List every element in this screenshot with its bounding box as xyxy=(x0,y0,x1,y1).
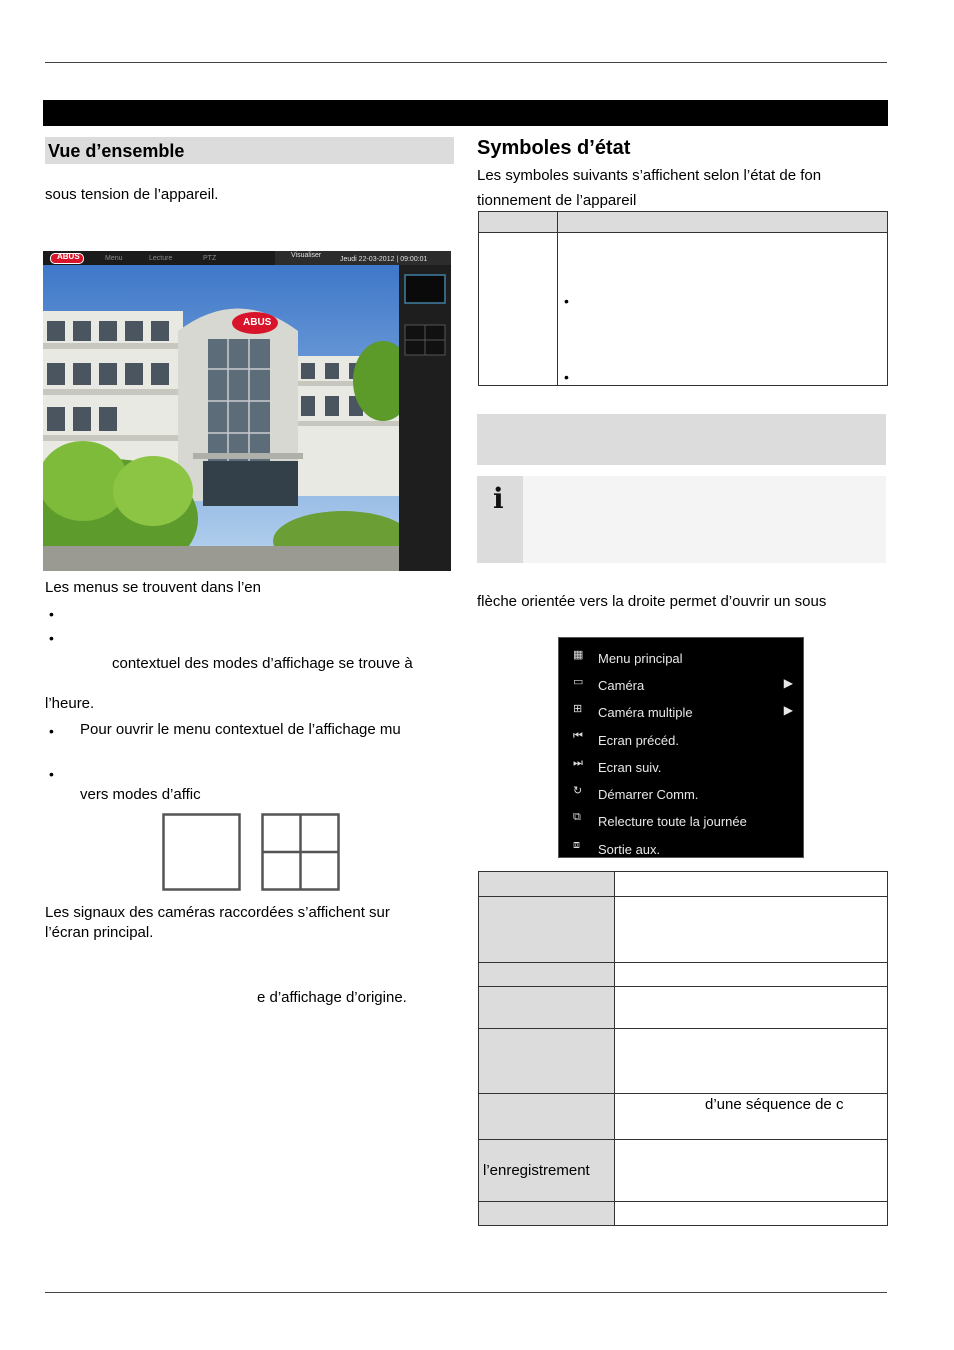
table-cell xyxy=(615,987,888,1029)
table-cell xyxy=(479,1029,615,1094)
modes-text: vers modes d’affic xyxy=(80,786,201,803)
section-title: Vue d’ensemble xyxy=(48,141,185,161)
live-menu-item-ptz[interactable]: PTZ xyxy=(203,255,217,262)
signals-line-1: Les signaux des caméras raccordées s’affichent sur xyxy=(45,904,390,921)
table-cell xyxy=(479,963,615,987)
live-abus-building-sign: ABUS xyxy=(243,317,272,328)
single-view-icon[interactable] xyxy=(164,815,240,890)
table-bullet-1: • xyxy=(564,293,569,309)
table-header-cell xyxy=(479,212,558,233)
live-mode-label: Visualiser xyxy=(291,252,322,259)
table-cell xyxy=(479,1094,615,1140)
chapter-header-bar xyxy=(43,100,888,126)
context-menu-label: Menu principal xyxy=(598,651,683,666)
section-heading-overview xyxy=(45,137,454,164)
menu-functions-table xyxy=(478,871,888,1226)
context-menu-label: Ecran suiv. xyxy=(598,760,662,775)
table-row xyxy=(479,1094,888,1140)
table-cell xyxy=(479,897,615,963)
context-menu xyxy=(558,637,804,858)
table-cell xyxy=(615,963,888,987)
table-row xyxy=(479,963,888,987)
time-text: l’heure. xyxy=(45,695,95,712)
info-note xyxy=(477,476,886,563)
table-cell xyxy=(479,233,558,386)
table-cell xyxy=(615,1029,888,1094)
table-row xyxy=(479,1140,888,1202)
live-view-image xyxy=(43,251,451,571)
context-menu-item-aux-output[interactable] xyxy=(559,833,803,860)
playback-icon: ⧉ xyxy=(573,811,581,823)
menus-text: Les menus se trouvent dans l’en xyxy=(45,579,261,596)
info-icon: i xyxy=(493,482,504,515)
contextual-text: contextuel des modes d’affichage se trouve à xyxy=(112,655,413,672)
signals-line-2: l’écran principal. xyxy=(45,924,154,941)
cycle-icon: ↻ xyxy=(573,785,583,797)
aux-output-icon: ⧈ xyxy=(573,839,580,851)
table-cell xyxy=(615,1202,888,1226)
top-rule xyxy=(45,62,887,63)
table-row xyxy=(479,897,888,963)
table-row xyxy=(479,987,888,1029)
symbols-line-1: Les symboles suivants s’affichent selon l’état de fon xyxy=(477,167,822,184)
table-row xyxy=(479,212,888,233)
context-menu-label: Sortie aux. xyxy=(598,842,661,857)
status-symbols-table xyxy=(478,211,888,386)
table-row xyxy=(479,233,888,386)
live-view-screenshot xyxy=(43,251,451,571)
table-row xyxy=(479,872,888,897)
next-icon: ⏭ xyxy=(573,757,583,769)
table-cell xyxy=(615,872,888,897)
abus-logo-text: ABUS xyxy=(57,252,80,261)
table-cell xyxy=(479,1202,615,1226)
table-header-cell xyxy=(558,212,888,233)
context-menu-item-start-switching[interactable] xyxy=(559,778,803,805)
context-menu-label: Relecture toute la journée xyxy=(598,814,747,829)
arrow-text: flèche orientée vers la droite permet d’ouvrir un sous xyxy=(477,593,827,610)
table-row xyxy=(479,1029,888,1094)
table-row xyxy=(479,1202,888,1226)
bottom-rule xyxy=(45,1292,887,1293)
open-menu-text: Pour ouvrir le menu contextuel de l’affichage mu xyxy=(80,721,401,738)
submenu-arrow-icon: ▶ xyxy=(783,676,793,690)
live-menu-item-lecture[interactable]: Lecture xyxy=(149,255,173,262)
symbols-line-2: tionnement de l’appareil xyxy=(477,192,637,209)
bullet-3: • xyxy=(49,723,54,739)
table-cell xyxy=(479,987,615,1029)
bullet-2: • xyxy=(49,630,54,646)
table-cell xyxy=(615,897,888,963)
table-cell xyxy=(479,872,615,897)
context-menu-label: Caméra multiple xyxy=(598,705,693,720)
live-datetime: Jeudi 22-03-2012 | 09:00:01 xyxy=(340,256,428,263)
section-title-status-symbols: Symboles d’état xyxy=(477,137,631,159)
live-menu-item-menu[interactable]: Menu xyxy=(105,255,123,262)
origin-text: e d’affichage d’origine. xyxy=(257,989,407,1006)
context-menu-item-camera[interactable] xyxy=(559,669,803,696)
context-menu-item-previous-screen[interactable] xyxy=(559,724,803,751)
context-menu-label: Ecran précéd. xyxy=(598,733,679,748)
table-cell xyxy=(615,1140,888,1202)
bullet-1: • xyxy=(49,606,54,622)
previous-icon: ⏮ xyxy=(573,730,583,742)
camera-icon: ▭ xyxy=(573,676,584,688)
context-menu-item-main-menu[interactable] xyxy=(559,642,803,669)
table-cell xyxy=(558,233,888,386)
table-cell-recording: l’enregistrement xyxy=(479,1140,615,1202)
intro-text: sous tension de l’appareil. xyxy=(45,186,219,203)
context-menu-item-next-screen[interactable] xyxy=(559,751,803,778)
context-menu-label: Caméra xyxy=(598,678,645,693)
table-bullet-2: • xyxy=(564,369,569,385)
submenu-arrow-icon: ▶ xyxy=(783,703,793,717)
context-menu-item-multi-camera[interactable] xyxy=(559,696,803,723)
multi-camera-icon: ⊞ xyxy=(573,703,583,715)
grid-icon: ▦ xyxy=(573,649,584,661)
bullet-4: • xyxy=(49,766,54,782)
context-menu-item-full-day-playback[interactable] xyxy=(559,805,803,832)
table-cell-sequence: d’une séquence de c xyxy=(615,1094,888,1140)
grey-heading-block xyxy=(477,414,886,465)
display-mode-icons xyxy=(160,811,342,893)
context-menu-label: Démarrer Comm. xyxy=(598,787,699,802)
